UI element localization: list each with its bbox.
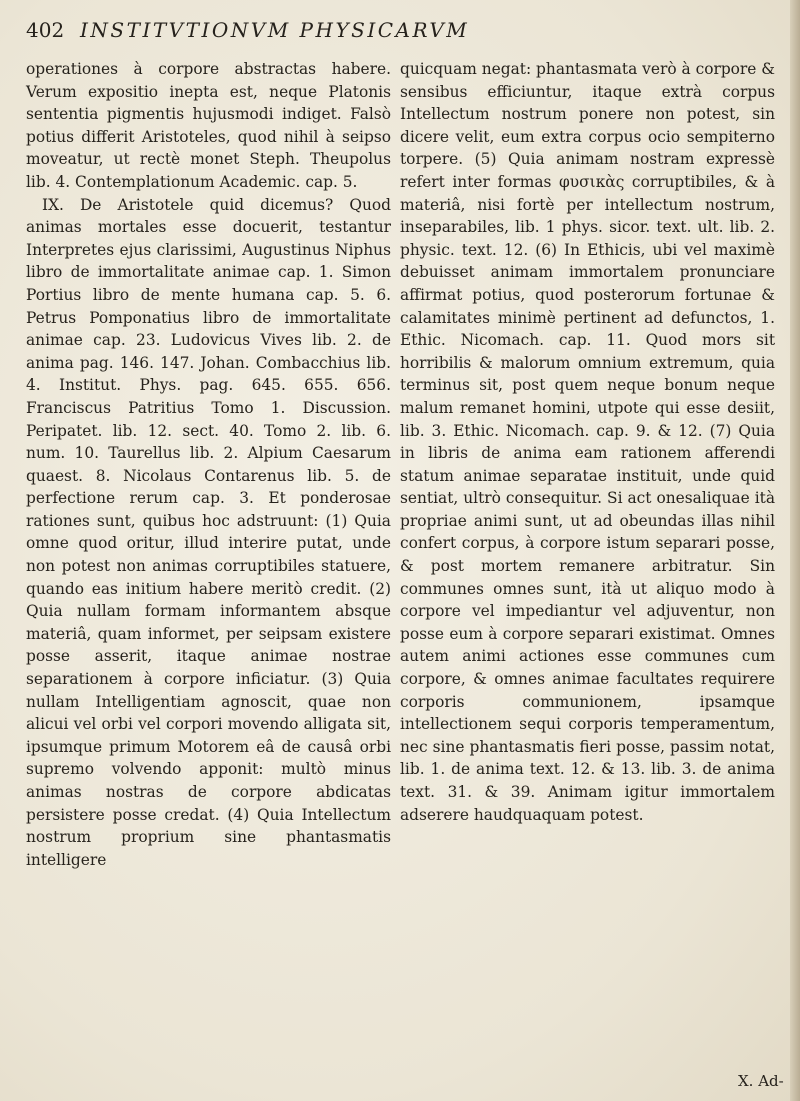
left-column xyxy=(26,58,391,871)
running-head: INSTITVTIONVM PHYSICARVM xyxy=(80,18,470,42)
paragraph: quicquam negat: phantasmata verò à corpore & sensibus efficiuntur, itaque extrà corpus Intellectum nostrum ponere non potest, sin dicere velit, eum extra corpus ocio sempiterno torpere. (5) Quia animam nostram expressè refert inter formas φυσικὰς corruptibiles, & à materiâ, nisi fortè per intellectum nostrum, inseparabiles, lib. 1 phys. sicor. text. ult. lib. 2. physic. text. 12. (6) In Ethicis, ubi vel maximè debuisset animam immortalem pronunciare affirmat potius, quod posterorum fortunae & calamitates minimè pertinent ad defunctos, 1. Ethic. Nicomach. cap. 11. Quod mors sit horribilis & malorum omnium extremum, quia terminus sit, post quem neque bonum neque malum remanet homini, utpote qui esse desiit, lib. 3. Ethic. Nicomach. cap. 9. & 12. (7) Quia in libris de anima eam rationem afferendi statum animae separatae instituit, unde quid sentiat, ultrò consequitur. Si act onesaliquae ità propriae animi sunt, ut ad obeundas illas nihil confert corpus, à corpore istum separari posse, & post mortem remanere arbitratur. Sin communes omnes sunt, ità ut aliquo modo à corpore vel impediantur vel adjuventur, non posse eum à corpore separari existimat. Omnes autem animi actiones esse communes cum corpore, & omnes animae facultates requirere corporis communionem, ipsamque intellectionem sequi corporis temperamentum, nec sine phantasmatis fieri posse, passim notat, lib. 1. de anima text. 12. & 13. lib. 3. de anima text. 31. & 39. Animam igitur immortalem adserere haudquaquam potest. xyxy=(400,60,775,824)
right-column xyxy=(400,58,775,826)
catchword: X. Ad- xyxy=(738,1072,784,1090)
page-edge xyxy=(790,0,800,1101)
paragraph: operationes à corpore abstractas habere. Verum expositio inepta est, neque Platonis sententia pigmentis hujusmodi indiget. Falsò potius differit Aristoteles, quod nihil à seipso moveatur, ut rectè monet Steph. Theupolus lib. 4. Contemplationum Academic. cap. 5. xyxy=(26,60,391,191)
page-header xyxy=(26,18,786,54)
page-number: 402 xyxy=(26,18,65,42)
paragraph: IX. De Aristotele quid dicemus? Quod animas mortales esse docuerit, testantur Interpretes ejus clarissimi, Augustinus Niphus libro de immortalitate animae cap. 1. Simon Portius libro de mente humana cap. 5. 6. Petrus Pomponatius libro de immortalitate animae cap. 23. Ludovicus Vives lib. 2. de anima pag. 146. 147. Johan. Combacchius lib. 4. Institut. Phys. pag. 645. 655. 656. Franciscus Patritius Tomo 1. Discussion. Peripatet. lib. 12. sect. 40. Tomo 2. lib. 6. num. 10. Taurellus lib. 2. Alpium Caesarum quaest. 8. Nicolaus Contarenus lib. 5. de perfectione rerum cap. 3. Et ponderosae rationes sunt, quibus hoc adstruunt: (1) Quia omne quod oritur, illud interire putat, unde non potest non animas corruptibiles statuere, quando eas initium habere meritò credit. (2) Quia nullam formam informantem absque materiâ, quam informet, per seipsam existere posse asserit, itaque animae nostrae separationem à corpore inficiatur. (3) Quia nullam Intelligentiam agnoscit, quae non alicui vel orbi vel corpori movendo alligata sit, ipsumque primum Motorem eâ de causâ orbi supremo volvendo apponit: multò minus animas nostras de corpore abdicatas persistere posse credat. (4) Quia Intellectum nostrum proprium sine phantasmatis intelligere xyxy=(26,195,391,869)
